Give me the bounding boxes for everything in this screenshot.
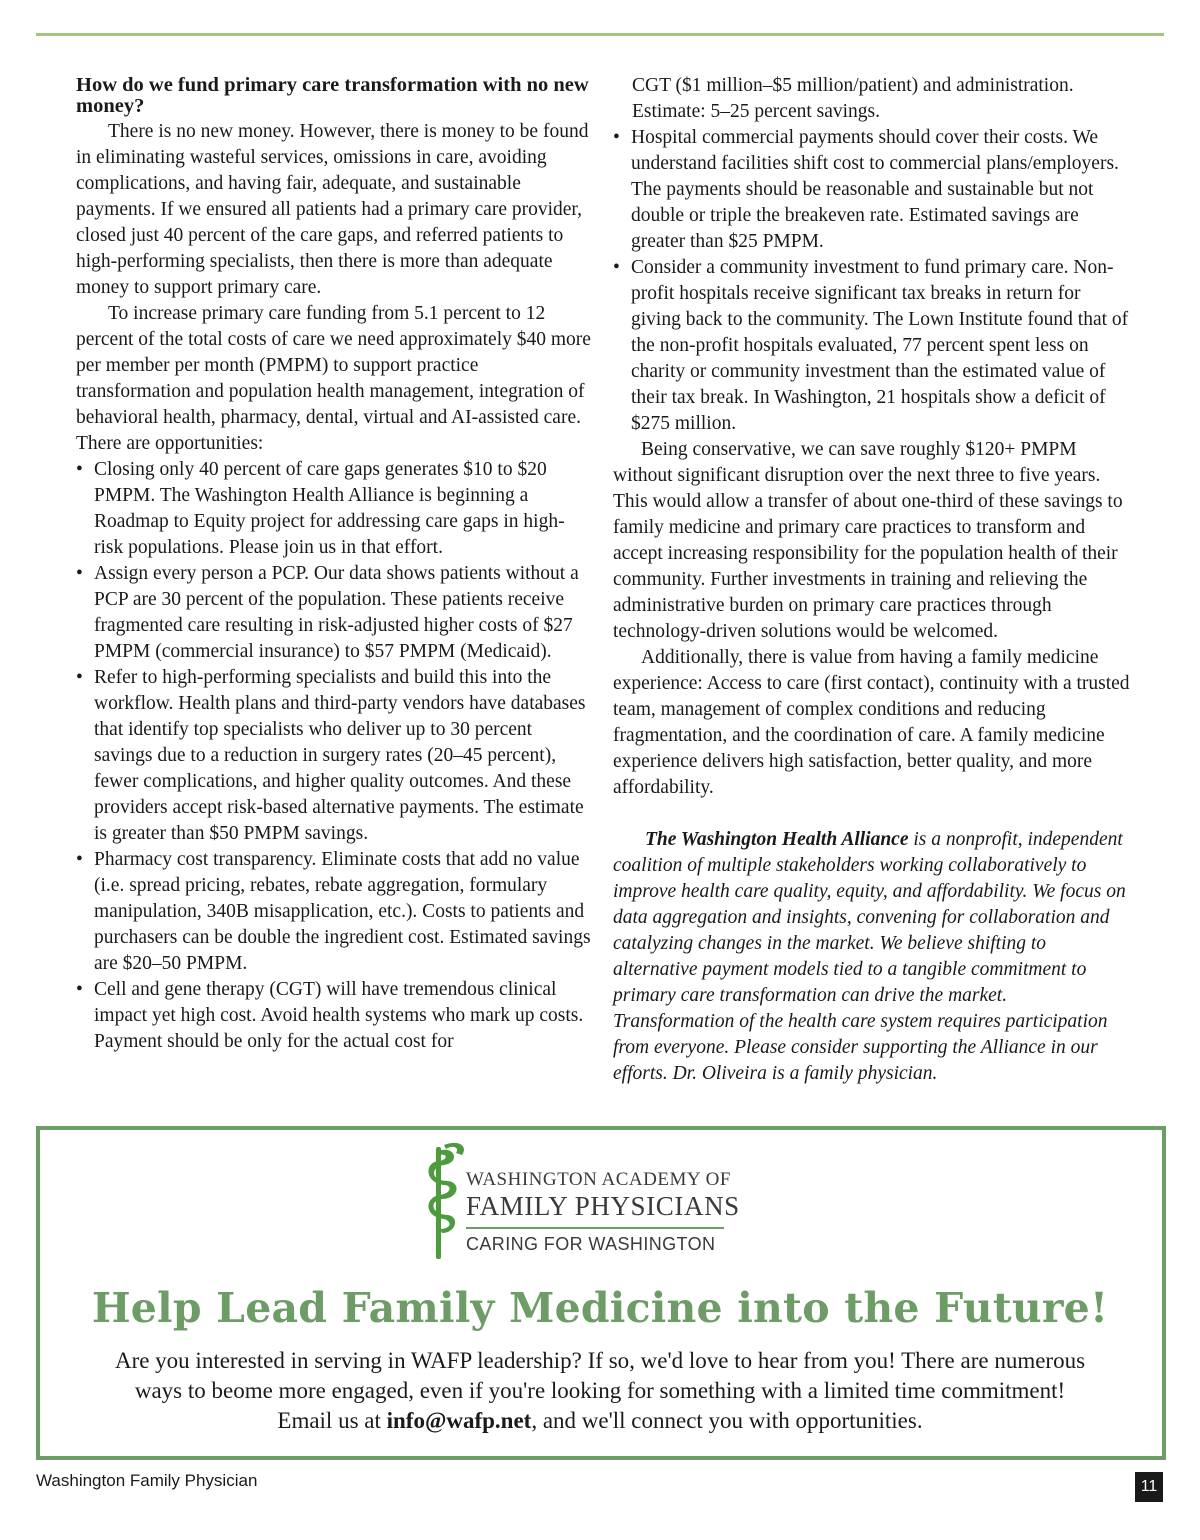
list-item: • Refer to high-performing specialists and build this into the workflow. Health plans and third-party vendors have databases that identify top specialists who deliver up to 30 percent savings due to a reduction in surgery rates (20–45 percent), fewer complications, and higher quality outcomes. And these providers accept risk-based alternative payments. The estimate is greater than $50 PMPM savings.: [76, 665, 592, 847]
contact-email-link[interactable]: info@wafp.net: [386, 1408, 532, 1433]
list-item: • Closing only 40 percent of care gaps generates $10 to $20 PMPM. The Washington Health Alliance is beginning a Roadmap to Equity project for addressing care gaps in high-risk populations. Please join us in that effort.: [76, 457, 592, 561]
ad-body-line: [60, 1406, 1140, 1436]
logo-tagline: CARING FOR WASHINGTON: [466, 1234, 716, 1254]
logo-title-line1: WASHINGTON ACADEMY OF: [466, 1169, 731, 1190]
article-left-column: [76, 73, 592, 1055]
ad-body: [60, 1346, 1140, 1436]
bio-text: is a nonprofit, independent coalition of multiple stakeholders working collaboratively to improve health care quality, equity, and affordability. We focus on data aggregation and insights, convening for collaboration and catalyzing changes in the market. We believe shifting to alternative payment models tied to a tangible commitment to primary care transformation can drive the market. Transformation of the health care system requires participation from everyone. Please consider supporting the Alliance in our efforts. Dr. Oliveira is a family physician.: [613, 829, 1126, 1084]
author-bio: [613, 827, 1133, 1087]
list-item: • Consider a community investment to fund primary care. Non-profit hospitals receive significant tax breaks in return for giving back to the community. The Lown Institute found that of the non-profit hospitals evaluated, 77 percent spent less on charity or community investment than the estimated value of their tax break. In Washington, 21 hospitals show a deficit of $275 million.: [613, 255, 1133, 437]
article-paragraph: Being conservative, we can save roughly $120+ PMPM without significant disruption over the next three to five years. This would allow a transfer of about one-third of these savings to family medicine and primary care practices to transform and accept increasing responsibility for the population health of their community. Further investments in training and relieving the administrative burden on primary care practices through technology-driven solutions would be welcomed.: [613, 439, 1123, 642]
list-item: • Hospital commercial payments should cover their costs. We understand facilities shift cost to commercial plans/employers. The payments should be reasonable and sustainable but not double or triple the breakeven rate. Estimated savings are greater than $25 PMPM.: [613, 125, 1133, 255]
ad-body-line: ways to beome more engaged, even if you're looking for something with a limited time commitment!: [134, 1378, 1066, 1403]
top-rule: [36, 33, 1164, 36]
list-item: • Assign every person a PCP. Our data shows patients without a PCP are 30 percent of the population. These patients receive fragmented care resulting in risk-adjusted higher costs of $27 PMPM (commercial insurance) to $57 PMPM (Medicaid).: [76, 561, 592, 665]
list-item-continuation: CGT ($1 million–$5 million/patient) and administration. Estimate: 5–25 percent savings.: [632, 75, 1074, 122]
list-item: • Pharmacy cost transparency. Eliminate costs that add no value (i.e. spread pricing, rebates, rebate aggregation, formulary manipulation, 340B misapplication, etc.). Costs to patients and purchasers can be double the ingredient cost. Estimated savings are $20–50 PMPM.: [76, 847, 592, 977]
ad-body-line: Are you interested in serving in WAFP leadership? If so, we'd love to hear from you! There are numerous: [114, 1348, 1086, 1373]
article-paragraph: To increase primary care funding from 5.1 percent to 12 percent of the total costs of care we need approximately $40 more per member per month (PMPM) to support practice transformation and population health management, integration of behavioral health, pharmacy, dental, virtual and AI-assisted care. There are opportunities:: [76, 303, 591, 454]
page-number: 11: [1135, 1472, 1163, 1502]
logo-divider: [466, 1227, 724, 1229]
savings-list: [76, 457, 592, 1055]
article-right-column: [613, 73, 1133, 1107]
ad-email-prefix: Email us at: [277, 1408, 387, 1433]
article-heading: How do we fund primary care transformation with no new money?: [76, 74, 589, 117]
bio-org-name: The Washington Health Alliance: [645, 829, 909, 850]
savings-list-continued: [613, 125, 1133, 437]
ad-headline: Help Lead Family Medicine into the Future!: [91, 1284, 1109, 1332]
article-paragraph: There is no new money. However, there is money to be found in eliminating wasteful services, omissions in care, avoiding complications, and having fair, adequate, and sustainable payments. If we ensured all patients had a primary care provider, closed just 40 percent of the care gaps, and referred patients to high-performing specialists, then there is more than adequate money to support primary care.: [76, 121, 589, 298]
logo-title-line2: FAMILY PHYSICIANS: [466, 1191, 740, 1221]
publication-name: Washington Family Physician: [36, 1471, 258, 1490]
list-item: • Cell and gene therapy (CGT) will have tremendous clinical impact yet high cost. Avoid health systems who mark up costs. Payment should be only for the actual cost for: [76, 977, 592, 1055]
ad-email-suffix: , and we'll connect you with opportunities.: [531, 1408, 923, 1433]
article-paragraph: Additionally, there is value from having a family medicine experience: Access to care (first contact), continuity with a trusted team, management of complex conditions and reducing fragmentation, and the coordination of care. A family medicine experience delivers high satisfaction, better quality, and more affordability.: [613, 647, 1130, 798]
